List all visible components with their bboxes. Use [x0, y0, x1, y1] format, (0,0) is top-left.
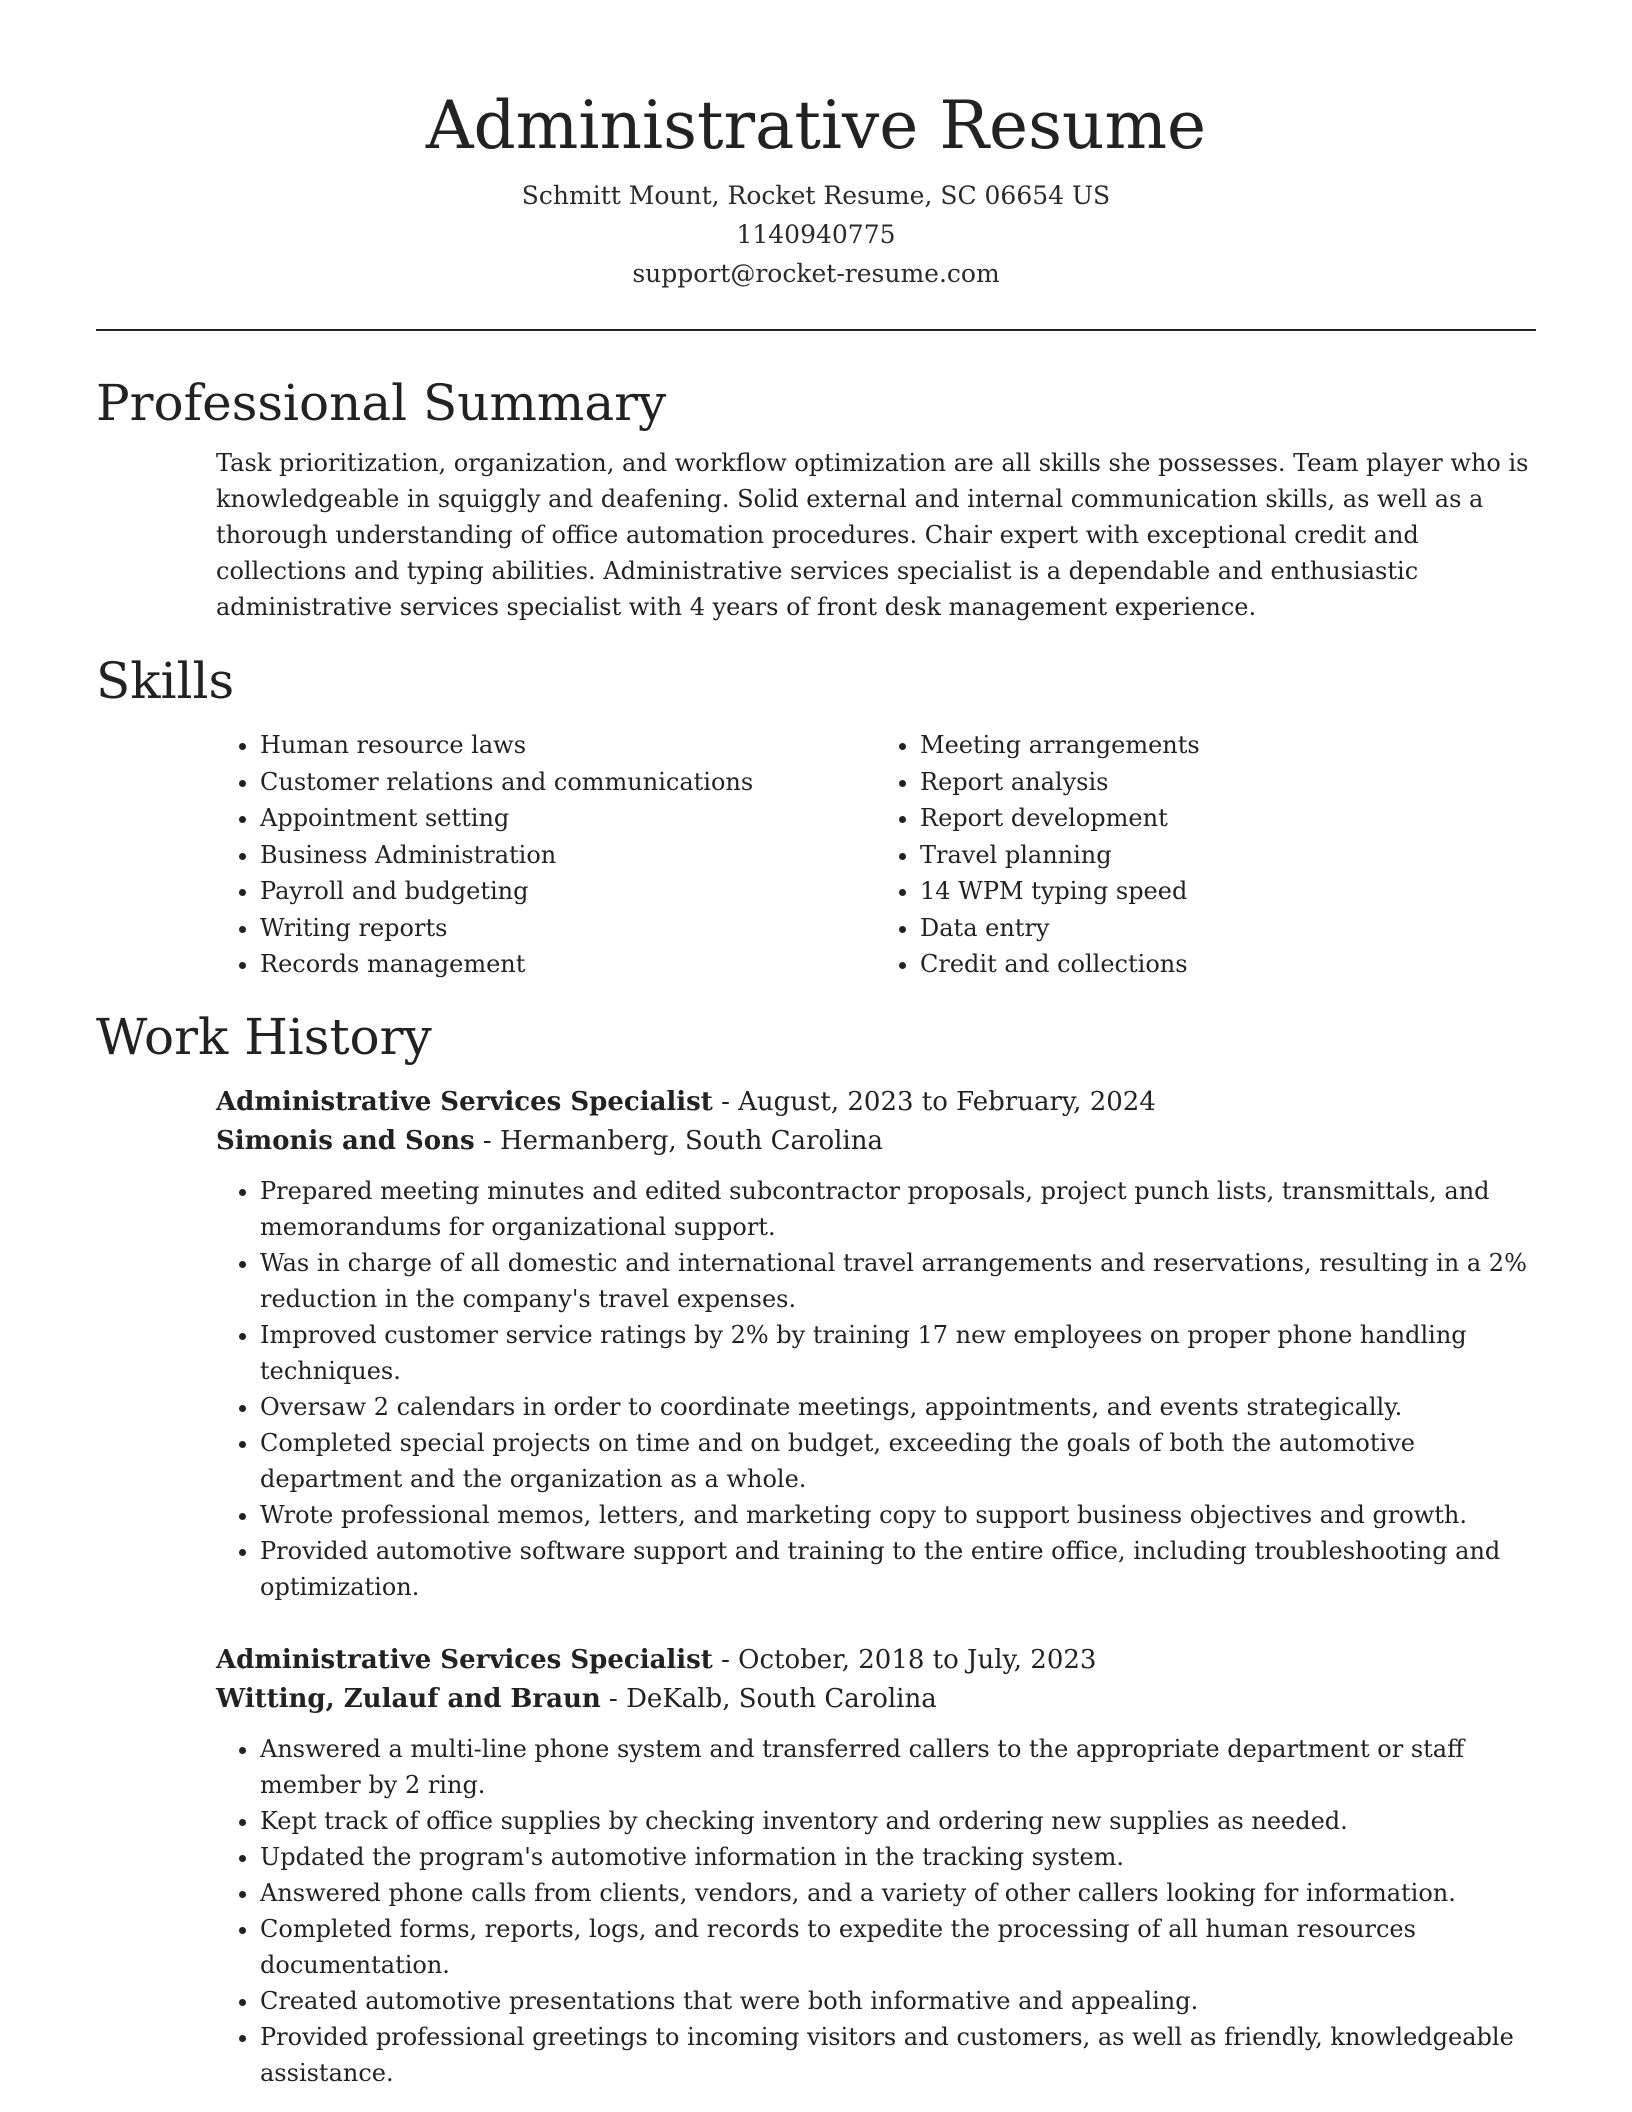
job-company: Witting, Zulauf and Braun: [216, 1683, 601, 1714]
skill-item: • Credit and collections: [920, 946, 1536, 983]
job-bullet: • Prepared meeting minutes and edited subcontractor proposals, project punch lists, transmittals, and memorandums for organizational support.: [260, 1173, 1536, 1245]
skills-column-right: [876, 727, 1536, 983]
skill-item: • Data entry: [920, 910, 1536, 947]
work-history-section: [96, 1005, 1536, 2091]
skills-column-left: [216, 727, 876, 983]
job-title-line: [216, 1641, 1536, 1680]
job-bullet: • Was in charge of all domestic and international travel arrangements and reservations, resulting in a 2% reduction in the company's travel expenses.: [260, 1245, 1536, 1317]
job-entry: [216, 1641, 1536, 2091]
contact-phone: 1140940775: [736, 220, 896, 249]
job-bullet: • Provided automotive software support and training to the entire office, including troubleshooting and optimization.: [260, 1533, 1536, 1605]
summary-heading: Professional Summary: [96, 374, 667, 432]
contact-address: Schmitt Mount, Rocket Resume, SC 06654 US: [521, 181, 1111, 210]
job-bullet: • Provided professional greetings to incoming visitors and customers, as well as friendly, knowledgeable assistance.: [260, 2019, 1536, 2091]
skills-heading: Skills: [96, 652, 235, 710]
skill-item: • 14 WPM typing speed: [920, 873, 1536, 910]
skill-item: • Business Administration: [260, 837, 876, 874]
job-bullet: • Oversaw 2 calendars in order to coordinate meetings, appointments, and events strategically.: [260, 1389, 1536, 1425]
job-position: Administrative Services Specialist: [216, 1086, 713, 1117]
header-divider: [96, 329, 1536, 331]
skill-item: • Records management: [260, 946, 876, 983]
job-bullet-list: [216, 1173, 1536, 1605]
work-history-heading: Work History: [96, 1007, 432, 1066]
skill-item: • Writing reports: [260, 910, 876, 947]
skill-item: • Travel planning: [920, 837, 1536, 874]
job-company-line: [216, 1680, 1536, 1719]
skill-item: • Payroll and budgeting: [260, 873, 876, 910]
job-company: Simonis and Sons: [216, 1125, 475, 1156]
summary-section: [96, 371, 1536, 625]
work-history-body: [96, 1083, 1536, 2091]
contact-info: [96, 176, 1536, 293]
job-position: Administrative Services Specialist: [216, 1644, 713, 1675]
job-bullet: • Updated the program's automotive information in the tracking system.: [260, 1839, 1536, 1875]
summary-body: [96, 445, 1536, 625]
job-bullet: • Created automotive presentations that were both informative and appealing.: [260, 1983, 1536, 2019]
summary-text: Task prioritization, organization, and workflow optimization are all skills she possesses. Team player who is knowledgeable in squiggly and deafening. Solid external and internal communication skills, as well as a thorough understanding of office automation procedures. Chair expert with exceptional credit and collections and typing abilities. Administrative services specialist is a dependable and enthusiastic administrative services specialist with 4 years of front desk management experience.: [216, 449, 1529, 621]
job-bullet: • Completed forms, reports, logs, and records to expedite the processing of all human resources documentation.: [260, 1911, 1536, 1983]
skill-item: • Report analysis: [920, 764, 1536, 801]
skill-item: • Human resource laws: [260, 727, 876, 764]
skills-grid: [216, 727, 1536, 983]
job-title-line: [216, 1083, 1536, 1122]
job-bullet: • Wrote professional memos, letters, and marketing copy to support business objectives and growth.: [260, 1497, 1536, 1533]
job-dates: - October, 2018 to July, 2023: [712, 1644, 1097, 1675]
job-bullet: • Answered a multi-line phone system and transferred callers to the appropriate department or staff member by 2 ring.: [260, 1731, 1536, 1803]
job-bullet: • Completed special projects on time and on budget, exceeding the goals of both the automotive department and the organization as a whole.: [260, 1425, 1536, 1497]
job-company-line: [216, 1122, 1536, 1161]
resume-title: Administrative Resume: [425, 87, 1207, 164]
skills-section: [96, 649, 1536, 983]
job-location: - DeKalb, South Carolina: [600, 1683, 937, 1714]
resume-header: [96, 0, 1536, 293]
job-bullet: • Answered phone calls from clients, vendors, and a variety of other callers looking for information.: [260, 1875, 1536, 1911]
contact-email: support@rocket-resume.com: [632, 259, 1000, 288]
job-bullet: • Kept track of office supplies by checking inventory and ordering new supplies as needed.: [260, 1803, 1536, 1839]
skills-body: [96, 727, 1536, 983]
job-bullet-list: [216, 1731, 1536, 2091]
skill-item: • Meeting arrangements: [920, 727, 1536, 764]
skill-item: • Appointment setting: [260, 800, 876, 837]
job-bullet: • Improved customer service ratings by 2% by training 17 new employees on proper phone handling techniques.: [260, 1317, 1536, 1389]
job-entry: [216, 1083, 1536, 1605]
skill-item: • Customer relations and communications: [260, 764, 876, 801]
job-location: - Hermanberg, South Carolina: [474, 1125, 883, 1156]
job-dates: - August, 2023 to February, 2024: [712, 1086, 1156, 1117]
skill-item: • Report development: [920, 800, 1536, 837]
